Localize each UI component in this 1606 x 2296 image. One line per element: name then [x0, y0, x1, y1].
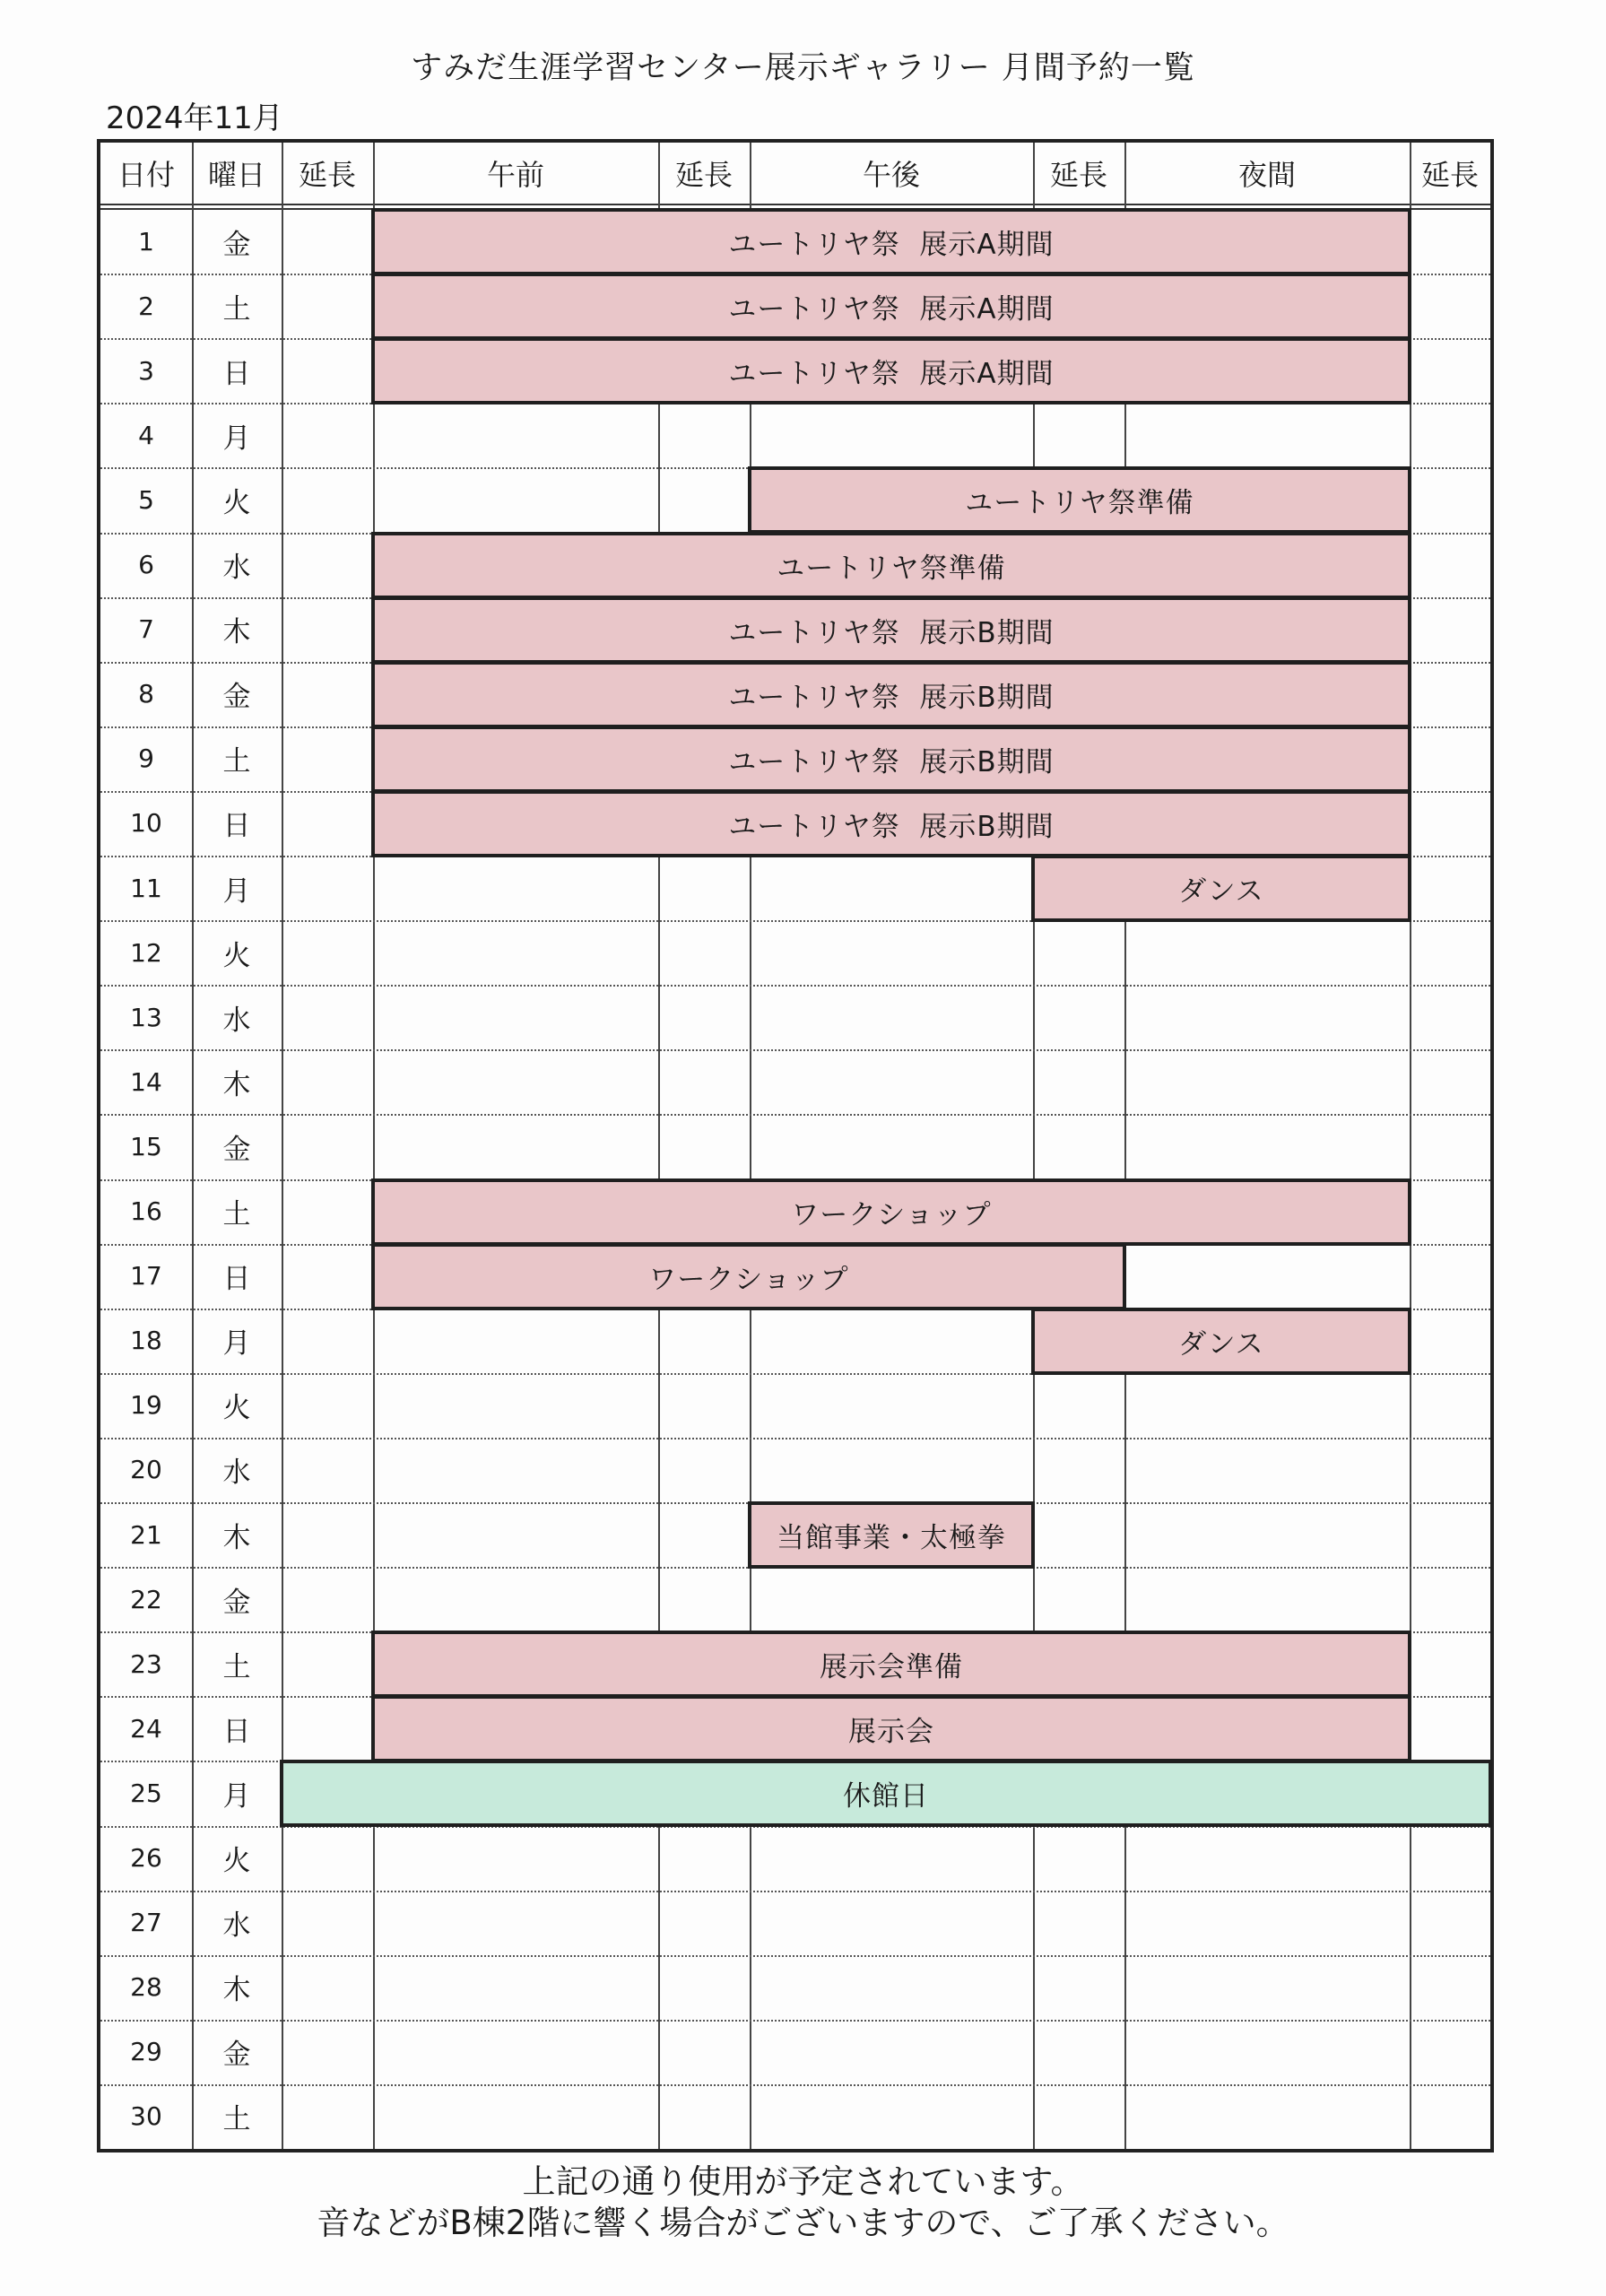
column-divider — [658, 143, 660, 2149]
row-weekday: 土 — [222, 1650, 251, 1683]
row-weekday: 水 — [222, 1457, 251, 1490]
row-divider — [100, 1438, 1490, 1439]
header-weekday: 曜日 — [207, 158, 265, 192]
row-weekday: 金 — [222, 1133, 251, 1166]
row-weekday: 土 — [222, 745, 251, 778]
row-date: 27 — [130, 1908, 162, 1938]
column-divider — [282, 143, 283, 2149]
header-ext-2: 延長 — [674, 158, 733, 192]
closed-day-block[interactable]: 休館日 — [280, 1760, 1492, 1827]
row-date: 21 — [130, 1519, 162, 1550]
row-weekday: 木 — [222, 1068, 251, 1101]
column-divider — [373, 143, 375, 2149]
column-divider — [750, 143, 751, 2149]
header-ext-4: 延長 — [1420, 158, 1479, 192]
row-weekday: 火 — [222, 939, 251, 972]
booking-block[interactable]: ワークショップ — [371, 1178, 1411, 1246]
booking-block[interactable]: ユートリヤ祭 展示B期間 — [371, 726, 1411, 793]
booking-block[interactable]: ユートリヤ祭準備 — [371, 532, 1411, 599]
row-date: 13 — [130, 1002, 162, 1032]
row-weekday: 火 — [222, 486, 251, 519]
row-date: 7 — [138, 614, 154, 645]
booking-block[interactable]: ユートリヤ祭 展示B期間 — [371, 661, 1411, 728]
row-weekday: 水 — [222, 1909, 251, 1943]
row-date: 30 — [130, 2101, 162, 2132]
header-date: 日付 — [117, 158, 175, 192]
booking-block[interactable]: ユートリヤ祭 展示A期間 — [371, 273, 1411, 340]
booking-block[interactable]: ユートリヤ祭 展示A期間 — [371, 337, 1411, 404]
row-date: 22 — [130, 1584, 162, 1614]
row-weekday: 日 — [222, 357, 251, 390]
row-weekday: 月 — [222, 874, 251, 908]
booking-block[interactable]: 当館事業・太極拳 — [748, 1501, 1035, 1569]
column-divider — [1410, 143, 1411, 2149]
row-weekday: 木 — [222, 1974, 251, 2007]
header-divider — [100, 204, 1490, 205]
row-weekday: 金 — [222, 1586, 251, 1619]
booking-block[interactable]: 展示会準備 — [371, 1631, 1411, 1698]
booking-block[interactable]: 展示会 — [371, 1695, 1411, 1762]
row-date: 3 — [138, 355, 154, 386]
row-divider — [100, 985, 1490, 987]
row-divider — [100, 1891, 1490, 1892]
row-divider — [100, 1049, 1490, 1051]
booking-block[interactable]: ワークショップ — [371, 1243, 1126, 1310]
row-weekday: 水 — [222, 1004, 251, 1037]
row-divider — [100, 2084, 1490, 2086]
booking-block[interactable]: ユートリヤ祭 展示B期間 — [371, 596, 1411, 664]
row-date: 4 — [138, 420, 154, 450]
row-weekday: 土 — [222, 2103, 251, 2136]
row-date: 15 — [130, 1131, 162, 1161]
booking-block[interactable]: ユートリヤ祭準備 — [748, 466, 1411, 534]
row-weekday: 日 — [222, 810, 251, 843]
row-weekday: 金 — [222, 681, 251, 714]
row-date: 17 — [130, 1261, 162, 1292]
row-date: 20 — [130, 1455, 162, 1485]
row-weekday: 月 — [222, 422, 251, 455]
row-date: 11 — [130, 873, 162, 903]
header-ext-1: 延長 — [298, 158, 356, 192]
row-date: 2 — [138, 291, 154, 321]
row-weekday: 月 — [222, 1779, 251, 1813]
row-date: 24 — [130, 1713, 162, 1744]
row-weekday: 金 — [222, 228, 251, 261]
row-date: 29 — [130, 2037, 162, 2067]
row-date: 1 — [138, 226, 154, 257]
row-date: 12 — [130, 937, 162, 968]
row-date: 9 — [138, 744, 154, 774]
row-divider — [100, 1114, 1490, 1116]
page-title: すみだ生涯学習センター展示ギャラリー 月間予約一覧 — [411, 50, 1195, 86]
row-date: 26 — [130, 1843, 162, 1874]
row-weekday: 日 — [222, 1715, 251, 1748]
booking-block[interactable]: ユートリヤ祭 展示B期間 — [371, 790, 1411, 857]
row-weekday: 土 — [222, 1198, 251, 1231]
row-divider — [100, 1955, 1490, 1957]
header-morning: 午前 — [486, 158, 544, 192]
year-month: 2024年11月 — [106, 100, 283, 136]
booking-block[interactable]: ダンス — [1031, 855, 1411, 922]
row-date: 10 — [130, 808, 162, 839]
row-weekday: 火 — [222, 1845, 251, 1878]
footer-note-2: 音などがB棟2階に響く場合がございますので、ご了承ください。 — [317, 2204, 1289, 2242]
row-date: 5 — [138, 484, 154, 515]
row-weekday: 火 — [222, 1392, 251, 1425]
row-date: 25 — [130, 1778, 162, 1808]
booking-block[interactable]: ユートリヤ祭 展示A期間 — [371, 208, 1411, 275]
column-divider — [1033, 143, 1035, 2149]
header-evening: 夜間 — [1237, 158, 1296, 192]
row-weekday: 木 — [222, 1521, 251, 1554]
row-date: 8 — [138, 679, 154, 709]
reservation-table — [97, 139, 1494, 2152]
row-date: 14 — [130, 1066, 162, 1097]
row-date: 19 — [130, 1390, 162, 1421]
footer-note-1: 上記の通り使用が予定されています。 — [522, 2162, 1084, 2201]
row-weekday: 金 — [222, 2039, 251, 2072]
row-date: 23 — [130, 1648, 162, 1679]
row-weekday: 月 — [222, 1327, 251, 1361]
row-date: 16 — [130, 1196, 162, 1227]
row-weekday: 土 — [222, 292, 251, 326]
row-divider — [100, 2020, 1490, 2022]
row-weekday: 日 — [222, 1263, 251, 1296]
header-afternoon: 午後 — [862, 158, 920, 192]
row-date: 6 — [138, 550, 154, 580]
booking-block[interactable]: ダンス — [1031, 1308, 1411, 1375]
row-weekday: 木 — [222, 616, 251, 649]
header-ext-3: 延長 — [1049, 158, 1107, 192]
row-date: 18 — [130, 1326, 162, 1356]
row-date: 28 — [130, 1972, 162, 2003]
row-weekday: 水 — [222, 552, 251, 585]
column-divider — [1124, 143, 1126, 2149]
